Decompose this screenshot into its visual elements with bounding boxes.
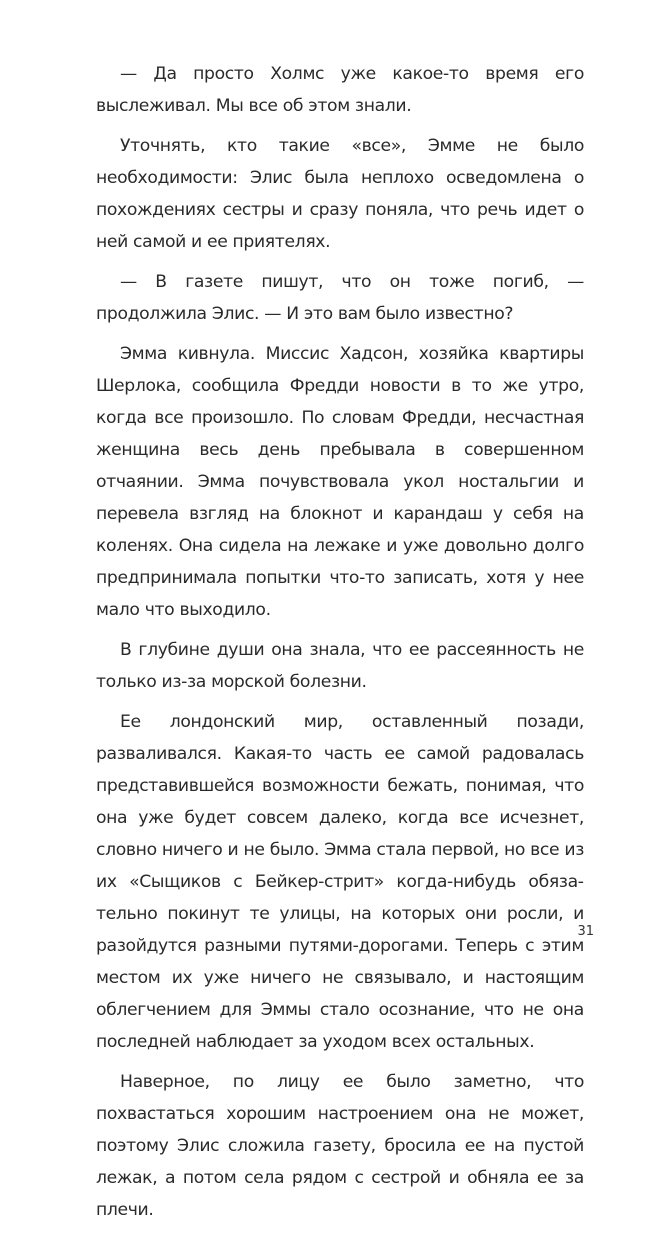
page-number: 31 [577,924,594,939]
paragraph-5: В глубине души она знала, что ее рассеянность не только из-за морской болезни. [96,640,584,692]
paragraph-7: Наверное, по лицу ее было заметно, что похвастаться хорошим настроением она не может, поэтому Элис сложила газету, бросила ее на пустой лежак, а потом села рядом с сестрой и обняла ее за плечи. [96,1072,584,1220]
paragraph-2: Уточнять, кто такие «все», Эмме не было необходимости: Элис была неплохо осведомлена о похождениях сестры и сразу поняла, что речь идет о ней самой и ее приятелях. [96,136,584,252]
paragraph-6: Ее лондонский мир, оставленный позади, разваливался. Какая-то часть ее самой радовалась представившейся возможности бежать, понимая, что она уже будет совсем далеко, когда все исчезнет, словно ничего и не было. Эмма стала первой, но все из их «Сыщиков с Бейкер-стрит» когда-нибудь обязательно покинут те улицы, на которых они росли, и разойдутся разными путями-дорогами. Теперь с этим местом их уже ничего не связывало, и настоящим облегчением для Эммы стало осознание, что не она последней наблюдает за уходом всех остальных. [96,712,584,1052]
paragraph-4: Эмма кивнула. Миссис Хадсон, хозяйка квартиры Шерлока, сообщила Фредди новости в то же утро, когда все произошло. По словам Фредди, несчастная женщина весь день пребывала в совершенном отчаянии. Эмма почувствовала укол ностальгии и перевела взгляд на блокнот и карандаш у себя на коленях. Она сидела на лежаке и уже довольно долго предпринимала попытки что-то записать, хотя у нее мало что выходило. [96,344,584,620]
paragraph-1: — Да просто Холмс уже какое-то время его выслеживал. Мы все об этом знали. [96,64,584,116]
paragraph-3: — В газете пишут, что он тоже погиб, — продолжила Элис. — И это вам было известно? [96,272,584,324]
body-text [96,58,584,1234]
